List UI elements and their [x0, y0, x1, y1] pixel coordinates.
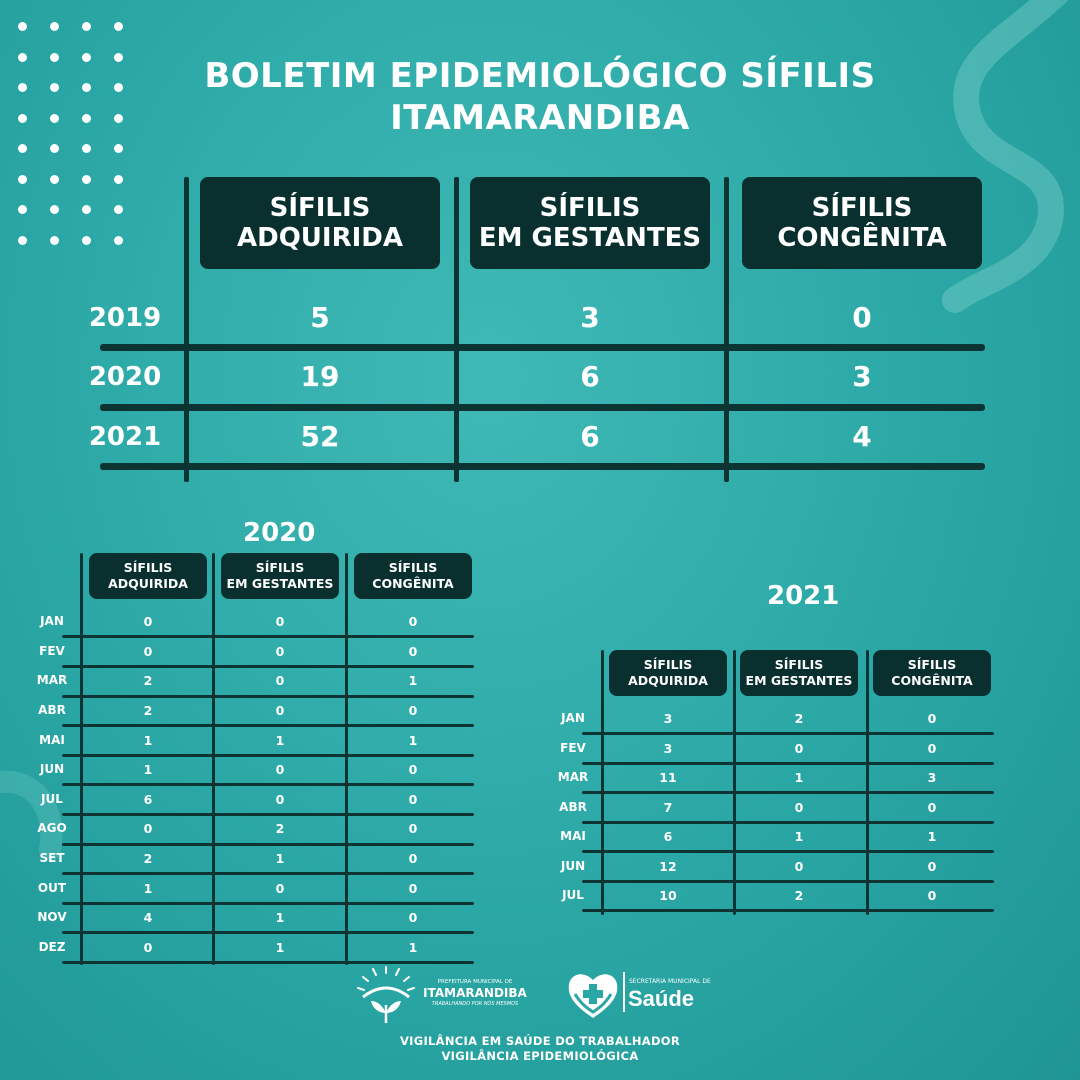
row-label: 2020: [88, 362, 162, 393]
row-label: MAR: [557, 770, 589, 785]
table-cell: 0: [143, 939, 153, 955]
grid-horizontal-line: [62, 665, 474, 668]
column-header-line: CONGÊNITA: [777, 223, 947, 253]
column-header-line: EM GESTANTES: [226, 576, 334, 591]
grid-horizontal-line: [100, 463, 985, 470]
column-header-2: [740, 650, 858, 696]
grid-horizontal-line: [62, 872, 474, 875]
grid-horizontal-line: [62, 695, 474, 698]
column-header-3: [354, 553, 472, 599]
grid-horizontal-line: [62, 931, 474, 934]
grid-horizontal-line: [582, 791, 994, 794]
row-label: JAN: [40, 614, 64, 629]
column-header-line: CONGÊNITA: [372, 576, 454, 591]
grid-horizontal-line: [62, 843, 474, 846]
prefeitura-small-label: PREFEITURA MUNICIPAL DE: [437, 979, 513, 985]
grid-horizontal-line: [582, 762, 994, 765]
table-cell: 3: [580, 300, 600, 334]
table-cell: 10: [659, 888, 677, 904]
table-cell: 1: [408, 673, 418, 689]
prefeitura-slogan: TRABALHANDO POR NÓS MESMOS: [431, 1001, 519, 1007]
table-cell: 0: [927, 740, 937, 756]
table-cell: 2: [143, 851, 153, 867]
table-cell: 5: [310, 300, 330, 334]
grid-horizontal-line: [100, 404, 985, 411]
table-cell: 6: [143, 791, 153, 807]
table-cell: 0: [275, 703, 285, 719]
table-cell: 1: [408, 939, 418, 955]
grid-horizontal-line: [582, 880, 994, 883]
table-cell: 6: [663, 829, 673, 845]
grid-horizontal-line: [62, 902, 474, 905]
column-header-2: [221, 553, 339, 599]
table-cell: 0: [143, 614, 153, 630]
column-header-line: SÍFILIS: [774, 656, 824, 672]
decorative-wave: [860, 0, 1080, 320]
decorative-dot: [50, 175, 59, 184]
table-cell: 0: [408, 614, 418, 630]
prefeitura-logo: [355, 965, 525, 1027]
table-cell: 0: [408, 703, 418, 719]
decorative-dot: [18, 144, 27, 153]
grid-horizontal-line: [582, 821, 994, 824]
table-cell: 52: [300, 419, 340, 453]
column-header-line: CONGÊNITA: [891, 673, 973, 688]
decorative-dot: [114, 144, 123, 153]
grid-horizontal-line: [62, 961, 474, 964]
table-cell: 4: [852, 419, 872, 453]
secretaria-small-label: SECRETARIA MUNICIPAL DE: [629, 978, 711, 985]
column-header-line: SÍFILIS: [643, 656, 693, 672]
row-label: JUL: [41, 791, 63, 806]
grid-horizontal-line: [582, 850, 994, 853]
table-cell: 0: [275, 880, 285, 896]
table-cell: 1: [927, 829, 937, 845]
grid-vertical-line: [733, 650, 736, 915]
column-header-line: SÍFILIS: [255, 559, 305, 575]
decorative-dot: [18, 22, 27, 31]
table-cell: 0: [408, 880, 418, 896]
row-label: FEV: [560, 740, 586, 755]
decorative-dot: [50, 144, 59, 153]
table-cell: 1: [794, 770, 804, 786]
column-header-line: SÍFILIS: [907, 656, 957, 672]
sun-leaf-icon: [355, 965, 417, 1027]
table-cell: 0: [794, 799, 804, 815]
row-label: JUL: [562, 888, 584, 903]
table-cell: 0: [275, 673, 285, 689]
table-cell: 12: [659, 858, 677, 874]
table-cell: 2: [794, 888, 804, 904]
grid-horizontal-line: [582, 909, 994, 912]
table-cell: 0: [927, 858, 937, 874]
column-header-3: [742, 177, 982, 269]
table-cell: 0: [275, 791, 285, 807]
column-header-line: EM GESTANTES: [478, 223, 702, 253]
decorative-dot: [82, 22, 91, 31]
table-year-2021: 2021: [767, 581, 840, 611]
row-label: OUT: [37, 880, 67, 895]
heart-hands-icon: [565, 968, 621, 1022]
logo-divider: [623, 972, 625, 1012]
table-cell: 0: [408, 762, 418, 778]
grid-horizontal-line: [62, 754, 474, 757]
table-cell: 6: [580, 419, 600, 453]
row-label: SET: [39, 851, 65, 866]
table-cell: 1: [275, 939, 285, 955]
table-cell: 0: [408, 643, 418, 659]
row-label: MAI: [39, 732, 65, 747]
table-cell: 4: [143, 910, 153, 926]
row-label: NOV: [37, 910, 67, 925]
table-cell: 3: [927, 770, 937, 786]
row-label: MAR: [36, 673, 68, 688]
table-cell: 3: [663, 740, 673, 756]
table-cell: 6: [580, 360, 600, 394]
decorative-dot: [50, 236, 59, 245]
table-cell: 11: [659, 770, 677, 786]
column-header-line: ADQUIRIDA: [628, 673, 708, 688]
decorative-dot: [82, 236, 91, 245]
row-label: JUN: [560, 858, 586, 873]
table-cell: 0: [275, 762, 285, 778]
grid-horizontal-line: [62, 813, 474, 816]
column-header-2: [470, 177, 710, 269]
table-year-2020: 2020: [243, 518, 316, 548]
column-header-line: SÍFILIS: [539, 193, 641, 223]
table-cell: 7: [663, 799, 673, 815]
table-cell: 0: [927, 888, 937, 904]
row-label: MAI: [560, 829, 586, 844]
decorative-dot: [82, 175, 91, 184]
table-cell: 2: [143, 673, 153, 689]
page-subtitle: ITAMARANDIBA: [390, 98, 690, 138]
footer-line-1: VIGILÂNCIA EM SAÚDE DO TRABALHADOR: [399, 1034, 681, 1048]
prefeitura-name: ITAMARANDIBA: [423, 986, 527, 1000]
column-header-1: [89, 553, 207, 599]
grid-vertical-line: [454, 177, 459, 482]
column-header-line: ADQUIRIDA: [237, 223, 403, 253]
grid-horizontal-line: [62, 724, 474, 727]
grid-horizontal-line: [100, 344, 985, 351]
column-header-line: SÍFILIS: [123, 559, 173, 575]
row-label: FEV: [39, 643, 65, 658]
row-label: DEZ: [38, 939, 66, 954]
table-cell: 0: [408, 910, 418, 926]
footer-line-2: VIGILÂNCIA EPIDEMIOLÓGICA: [441, 1049, 639, 1063]
table-cell: 19: [300, 360, 340, 394]
secretaria-saude-logo: [565, 968, 715, 1024]
column-header-line: SÍFILIS: [811, 193, 913, 223]
table-cell: 3: [852, 360, 872, 394]
grid-vertical-line: [724, 177, 729, 482]
table-cell: 1: [794, 829, 804, 845]
table-cell: 1: [275, 732, 285, 748]
decorative-dot: [114, 175, 123, 184]
table-cell: 2: [794, 711, 804, 727]
table-cell: 1: [143, 880, 153, 896]
row-label: ABR: [559, 799, 587, 814]
grid-horizontal-line: [62, 635, 474, 638]
column-header-3: [873, 650, 991, 696]
decorative-dot: [50, 205, 59, 214]
decorative-dot: [50, 22, 59, 31]
column-header-line: SÍFILIS: [269, 193, 371, 223]
row-label: AGO: [37, 821, 67, 836]
row-label: 2019: [88, 302, 162, 333]
page-title: BOLETIM EPIDEMIOLÓGICO SÍFILIS: [204, 56, 876, 96]
grid-vertical-line: [866, 650, 869, 915]
decorative-dot: [18, 236, 27, 245]
table-cell: 2: [275, 821, 285, 837]
table-cell: 1: [143, 732, 153, 748]
table-cell: 3: [663, 711, 673, 727]
decorative-dot: [114, 205, 123, 214]
secretaria-name: Saúde: [628, 986, 695, 1011]
table-cell: 0: [408, 851, 418, 867]
decorative-dot: [114, 22, 123, 31]
table-cell: 1: [408, 732, 418, 748]
table-cell: 0: [275, 643, 285, 659]
table-cell: 0: [794, 858, 804, 874]
grid-horizontal-line: [62, 783, 474, 786]
row-label: JUN: [39, 762, 65, 777]
table-cell: 0: [275, 614, 285, 630]
column-header-line: EM GESTANTES: [745, 673, 853, 688]
decorative-dot: [82, 205, 91, 214]
row-label: JAN: [561, 711, 585, 726]
table-cell: 1: [275, 910, 285, 926]
row-label: 2021: [88, 421, 162, 452]
column-header-1: [200, 177, 440, 269]
grid-horizontal-line: [582, 732, 994, 735]
decorative-dot: [18, 205, 27, 214]
table-cell: 0: [143, 643, 153, 659]
table-cell: 0: [927, 799, 937, 815]
table-cell: 0: [408, 791, 418, 807]
table-cell: 0: [927, 711, 937, 727]
table-cell: 0: [852, 300, 872, 334]
row-label: ABR: [38, 703, 66, 718]
column-header-line: ADQUIRIDA: [108, 576, 188, 591]
table-cell: 0: [408, 821, 418, 837]
column-header-line: SÍFILIS: [388, 559, 438, 575]
decorative-dot: [18, 175, 27, 184]
grid-vertical-line: [184, 177, 189, 482]
table-cell: 1: [143, 762, 153, 778]
decorative-dot: [114, 236, 123, 245]
table-cell: 1: [275, 851, 285, 867]
table-cell: 0: [143, 821, 153, 837]
decorative-dot: [82, 144, 91, 153]
table-cell: 0: [794, 740, 804, 756]
table-cell: 2: [143, 703, 153, 719]
column-header-1: [609, 650, 727, 696]
